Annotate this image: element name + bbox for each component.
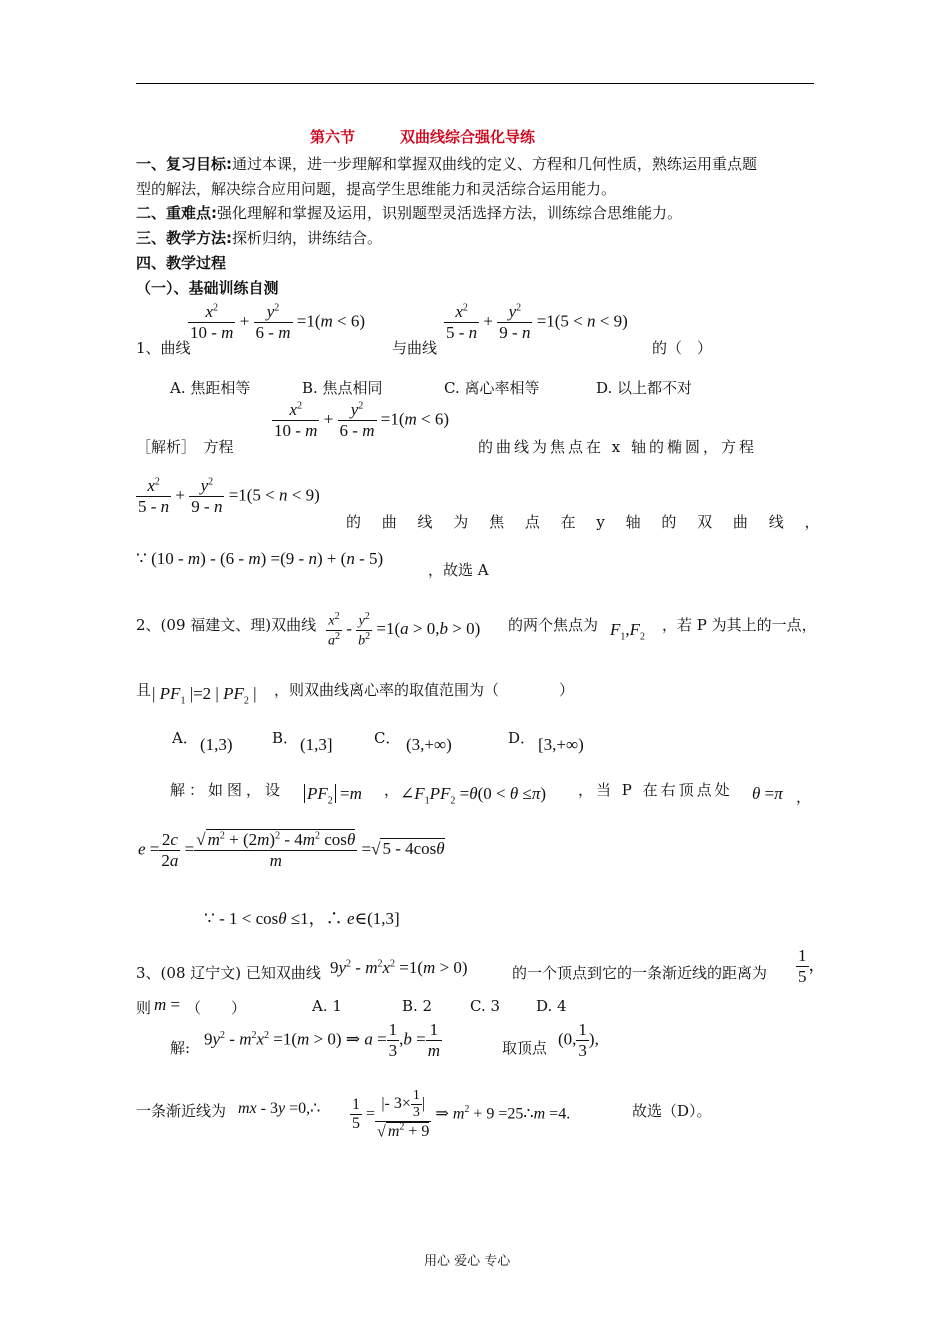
q2-opt-c-label: C． bbox=[374, 729, 401, 747]
header-rule bbox=[136, 83, 814, 84]
q1-mid: 与曲线 bbox=[392, 339, 438, 357]
q3-opt-c: C. 3 bbox=[470, 997, 501, 1015]
q3-mid: 的一个顶点到它的一条渐近线的距离为 bbox=[512, 964, 768, 982]
q2-opt-b: (1,3] bbox=[300, 735, 333, 754]
q2-opt-d-label: D． bbox=[508, 729, 536, 747]
q3-sol-vertex: 取顶点 bbox=[502, 1039, 548, 1057]
q1-because-eq: ∵ (10 - m) - (6 - m) =(9 - n) + (n - 5) bbox=[136, 549, 384, 568]
goal-text-1: 通过本课，进一步理解和掌握双曲线的定义、方程和几何性质，熟练运用重点题 bbox=[232, 155, 758, 173]
q2-condition: | $PF_1$ |=2 | $PF_2$ | bbox=[152, 684, 257, 707]
q2-sol-pf2: $PF_2 =m$ bbox=[304, 784, 362, 806]
q3-distance-eq: $\frac{1}{5}$ = |- 3× $\frac{1}{3}$ | √ $m^2 + 9$ ⇒ $m^2 + 9$ =25∴m =4. bbox=[352, 1088, 571, 1141]
q2-equation: $\frac{x^2}{a^2}$ - $\frac{y^2}{b^2}$ =1(a > 0,b > 0) bbox=[328, 611, 481, 649]
q1-prefix: 1、曲线 bbox=[136, 339, 191, 357]
q3-line2-prefix: 则 bbox=[136, 999, 152, 1017]
q3-asym-prefix: 一条渐近线为 bbox=[136, 1102, 227, 1120]
q1-suffix: 的（ ） bbox=[652, 339, 713, 357]
q2-range-eq: ∵ - 1 < cosθ ≤1，∴ e∈(1,3] bbox=[204, 909, 400, 928]
q2-suffix: ，若 P 为其上的一点， bbox=[662, 616, 817, 634]
q2-line2-prefix: 且 bbox=[136, 681, 152, 699]
q2-opt-c: (3,+∞) bbox=[406, 735, 452, 754]
q2-eccentricity-eq: e = $\frac{2c}{2a}$ = $\frac{√ m^2 + (2m)^2 - 4m^2 \cos\theta}{m}$ =√ 5 - 4cosθ bbox=[138, 830, 445, 870]
q2-sol-text: ，当 P 在右顶点处 bbox=[578, 781, 733, 799]
key-text: 强化理解和掌握及运用，识别题型灵活选择方法，训练综合思维能力。 bbox=[217, 204, 683, 222]
q2-opt-d: [3,+∞) bbox=[538, 735, 584, 754]
part1-label: （一）、基础训练自测 bbox=[136, 279, 279, 297]
q3-opt-a: A. 1 bbox=[312, 997, 342, 1015]
q1-analysis-eq1: $\frac{x^2}{10 - m}$ + $\frac{y^2}{6 - m}$ =1(m < 6) bbox=[274, 400, 450, 440]
q2-sol-comma: ， bbox=[384, 781, 400, 799]
q2-mid: 的两个焦点为 bbox=[508, 616, 599, 634]
q2-opt-a: (1,3) bbox=[200, 735, 233, 754]
q3-opt-d: D. 4 bbox=[536, 997, 567, 1015]
q1-equation-hyperbola: $\frac{x^2}{5 - n}$ + $\frac{y^2}{9 - n}$ =1(5 < n < 9) bbox=[446, 302, 628, 342]
q3-sol-eq: $9y^2 - m^2x^2 =1(m > 0)$ ⇒ a = $\frac{1}{3}$ ,b = $\frac{1}{m}$ bbox=[204, 1020, 441, 1060]
q2-sol-theta: θ =π bbox=[752, 784, 783, 803]
q3-asym-line: mx - 3y =0,∴ bbox=[238, 1100, 321, 1117]
q1-choice-d: D. 以上都不对 bbox=[596, 379, 693, 397]
q3-prefix: 3、(08 辽宁文) 已知双曲线 bbox=[136, 964, 321, 982]
q1-analysis-eq2: $\frac{x^2}{5 - n}$ + $\frac{y^2}{9 - n}$ =1(5 < n < 9) bbox=[138, 476, 320, 516]
q2-line2-suffix: ，则双曲线离心率的取值范围为（ ） bbox=[274, 681, 575, 699]
q3-vertex-point: (0, $\frac{1}{3}$ ), bbox=[558, 1020, 599, 1060]
q2-sol-end: ， bbox=[796, 788, 812, 806]
footer-text: 用心 爱心 专心 bbox=[424, 1254, 511, 1269]
method-text: 探析归纳，讲练结合。 bbox=[232, 229, 383, 247]
q1-choice-c: C. 离心率相等 bbox=[444, 379, 540, 397]
process-label: 四、教学过程 bbox=[136, 254, 227, 272]
q1-conclusion: ，故选 A bbox=[428, 561, 489, 579]
q3-distance: $\frac{1}{5}$ ， bbox=[798, 946, 826, 986]
goal-label: 一、复习目标: bbox=[136, 155, 232, 173]
q3-equation: $9y^2 - m^2x^2 =1(m > 0)$ bbox=[330, 958, 468, 977]
goal-line bbox=[136, 153, 757, 174]
section-number: 第六节 bbox=[310, 128, 356, 146]
q3-sol-label: 解: bbox=[170, 1039, 191, 1057]
page-title: 双曲线综合强化导练 bbox=[400, 128, 536, 146]
q1-analysis-label: ［解析］ 方程 bbox=[136, 438, 234, 456]
q2-foci: $F_1,F_2$ bbox=[610, 620, 646, 643]
key-line bbox=[136, 202, 682, 223]
q1-equation-ellipse: $\frac{x^2}{10 - m}$ + $\frac{y^2}{6 - m}$ =1(m < 6) bbox=[190, 302, 366, 342]
q3-m-eq: m = bbox=[154, 995, 181, 1014]
key-label: 二、重难点: bbox=[136, 204, 217, 222]
q1-analysis-mid: 的曲线为焦点在 x 轴的椭圆，方程 bbox=[478, 438, 757, 456]
q2-sol-label: 解：如图，设 bbox=[170, 781, 285, 799]
q3-opt-b: B. 2 bbox=[402, 997, 433, 1015]
goal-text-2: 型的解法，解决综合应用问题，提高学生思维能力和灵活综合运用能力。 bbox=[136, 180, 617, 198]
q3-answer: 故选（D）。 bbox=[632, 1102, 712, 1120]
q2-sol-angle: $\angle F_1PF_2 =\theta(0 < \theta \le\pi)$ bbox=[400, 784, 547, 807]
q3-line2-paren: （ ） bbox=[186, 999, 247, 1017]
q2-opt-b-label: B． bbox=[272, 729, 299, 747]
method-label: 三、教学方法: bbox=[136, 229, 232, 247]
q2-prefix: 2、(09 福建文、理)双曲线 bbox=[136, 616, 317, 634]
q1-choice-b: B. 焦点相同 bbox=[302, 379, 383, 397]
q1-choice-a: A. 焦距相等 bbox=[170, 379, 251, 397]
q1-analysis-line2: 的 曲 线 为 焦 点 在 y 轴 的 双 曲 线 ， bbox=[346, 513, 828, 531]
q2-opt-a-label: A． bbox=[172, 729, 198, 747]
method-line bbox=[136, 227, 382, 248]
